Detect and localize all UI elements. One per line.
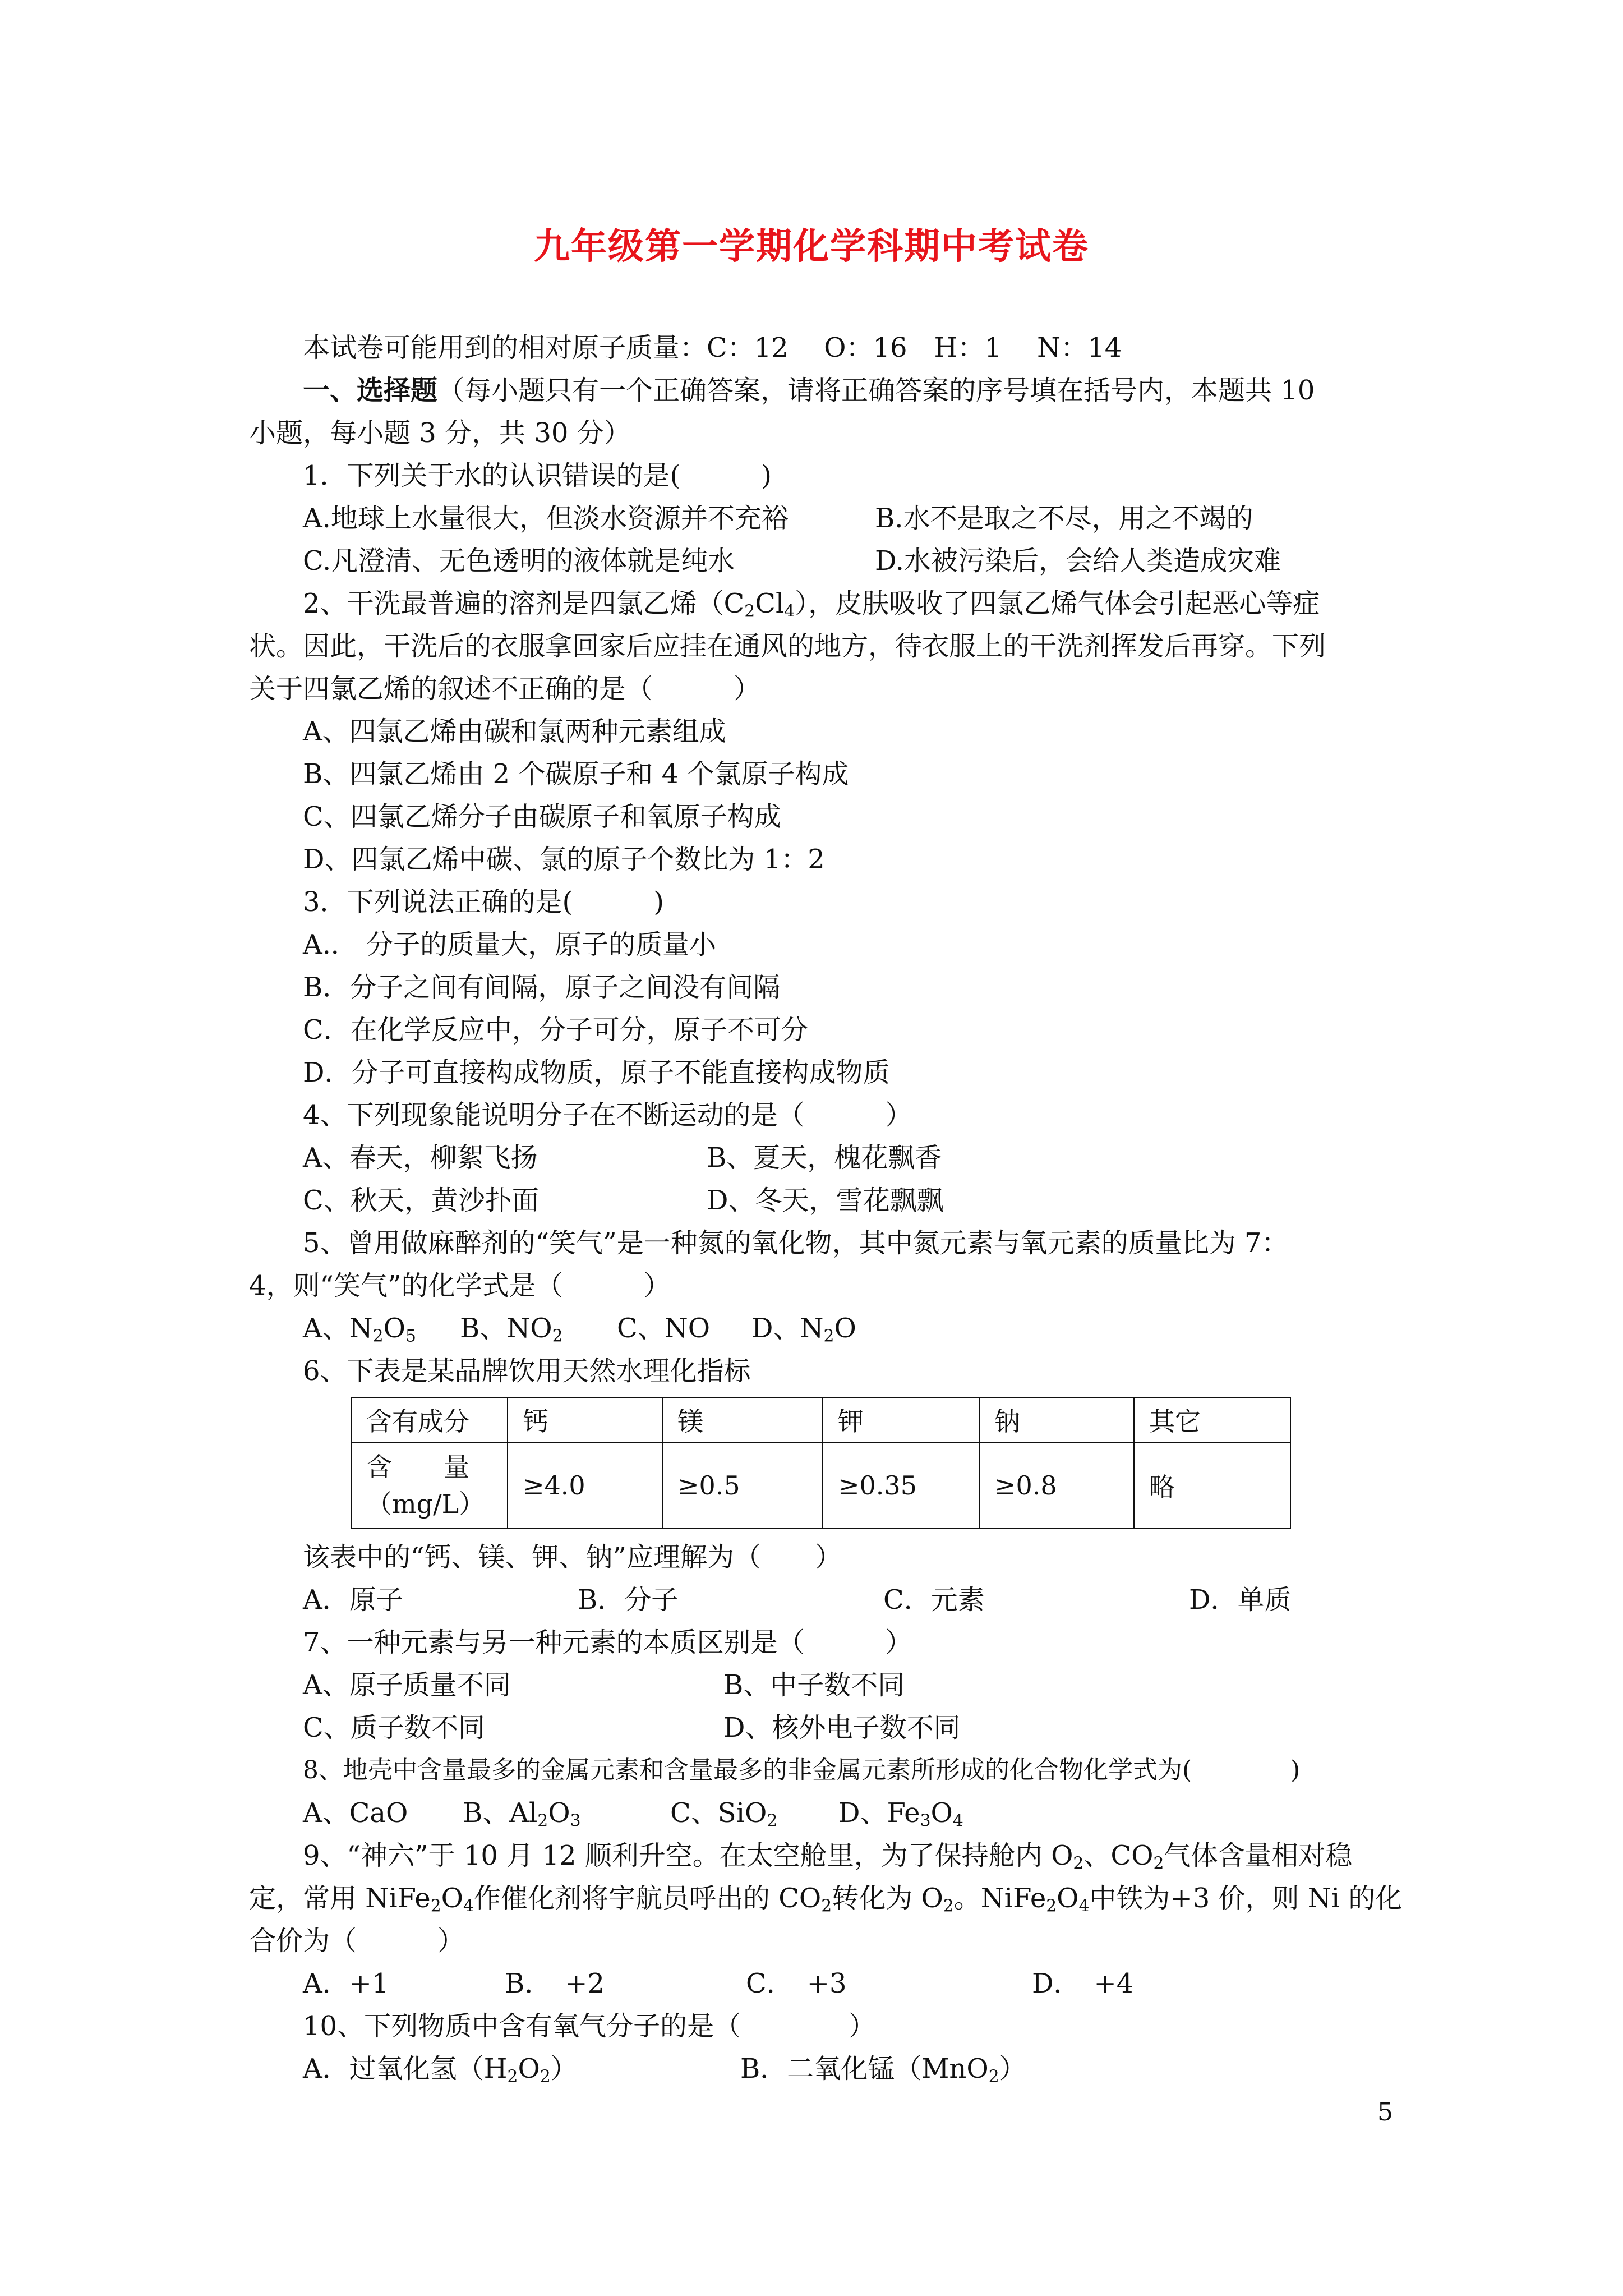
q9-stem-line2: 定，常用 $NiFe_2O_4$作催化剂将宇航员呼出的 $CO_2$转化为 $O_2$。$NiFe_2O_4$中铁为+3 价，则 Ni 的化 bbox=[249, 1883, 1403, 1916]
q5-option-b: B、$NO_2$ bbox=[460, 1313, 563, 1346]
q7-option-c: C、质子数不同 bbox=[303, 1712, 485, 1743]
q2-option-a: A、四氯乙烯由碳和氯两种元素组成 bbox=[303, 716, 726, 747]
q8-option-d: D、$Fe_3O_4$ bbox=[838, 1797, 963, 1831]
q10-option-a: A．过氧化氢$(H_2O_2)$ bbox=[303, 2053, 578, 2087]
q2-stem-line1: 2、干洗最普遍的溶剂是四氯乙烯$(C_2Cl_4)$，皮肤吸收了四氯乙烯气体会引起恶心等症 bbox=[303, 588, 1320, 622]
q1-option-b: B.水不是取之不尽，用之不竭的 bbox=[875, 503, 1253, 534]
q1-row-ab bbox=[303, 501, 1253, 535]
table-header-cell: 其它 bbox=[1134, 1397, 1290, 1442]
q8-options bbox=[303, 1796, 963, 1831]
table-cell: ≥0.5 bbox=[662, 1442, 823, 1529]
q9-stem-line3: 合价为（ ） bbox=[249, 1925, 465, 1957]
q6-option-d: D．单质 bbox=[1189, 1584, 1292, 1616]
q9-option-b: B． +2 bbox=[505, 1968, 605, 1999]
q3-option-d: D．分子可直接构成物质，原子不能直接构成物质 bbox=[303, 1057, 890, 1088]
q6-options bbox=[303, 1583, 1292, 1617]
water-index-table bbox=[351, 1397, 1291, 1529]
exam-title: 九年级第一学期化学科期中考试卷 bbox=[534, 226, 1089, 268]
q8-option-c: C、SiO$_2$ bbox=[670, 1797, 778, 1831]
q6-stem: 6、下表是某品牌饮用天然水理化指标 bbox=[303, 1355, 751, 1387]
table-header-cell: 镁 bbox=[662, 1397, 823, 1442]
q7-row-cd bbox=[303, 1711, 961, 1745]
q10-option-b: B．二氧化锰（MnO$_2$） bbox=[740, 2053, 1026, 2087]
q4-option-d: D、冬天，雪花飘飘 bbox=[707, 1185, 944, 1216]
q6-option-b: B．分子 bbox=[578, 1584, 679, 1616]
q7-option-d: D、核外电子数不同 bbox=[723, 1712, 961, 1743]
q4-stem: 4、下列现象能说明分子在不断运动的是（ ） bbox=[303, 1099, 912, 1131]
q2-stem-line2: 状。因此，干洗后的衣服拿回家后应挂在通风的地方，待衣服上的干洗剂挥发后再穿。下列 bbox=[249, 631, 1326, 662]
q1-option-c: C.凡澄清、无色透明的液体就是纯水 bbox=[303, 545, 735, 577]
section-heading-line bbox=[303, 374, 1315, 407]
table-row-label: 含 量 （mg/L） bbox=[351, 1442, 508, 1529]
q2-option-c: C、四氯乙烯分子由碳原子和氧原子构成 bbox=[303, 801, 781, 832]
q2-option-b: B、四氯乙烯由 2 个碳原子和 4 个氯原子构成 bbox=[303, 758, 849, 790]
q5-option-a: A、$N_2O_5$ bbox=[303, 1313, 416, 1346]
q7-stem: 7、一种元素与另一种元素的本质区别是（ ） bbox=[303, 1627, 912, 1658]
table-row bbox=[351, 1442, 1290, 1529]
q9-option-c: C． +3 bbox=[746, 1968, 847, 1999]
q5-stem-line2: 4，则“笑气”的化学式是（ ） bbox=[249, 1270, 671, 1301]
q5-option-d: D、$N_2O$ bbox=[751, 1313, 856, 1346]
q6-option-c: C．元素 bbox=[883, 1584, 985, 1616]
table-cell: ≥0.8 bbox=[979, 1442, 1134, 1529]
q7-option-b: B、中子数不同 bbox=[723, 1669, 905, 1701]
section-heading: 一、选择题 bbox=[303, 375, 438, 406]
q2-option-d: D、四氯乙烯中碳、氯的原子个数比为 1：2 bbox=[303, 844, 825, 875]
q7-option-a: A、原子质量不同 bbox=[303, 1669, 511, 1701]
q3-option-b: B．分子之间有间隔，原子之间没有间隔 bbox=[303, 972, 781, 1003]
q5-option-c: C、NO bbox=[617, 1313, 711, 1344]
q4-row-ab bbox=[303, 1141, 942, 1175]
q3-option-a: A.． 分子的质量大，原子的质量小 bbox=[303, 929, 717, 960]
q8-stem: 8、地壳中含量最多的金属元素和含量最多的非金属元素所形成的化合物化学式为( ) bbox=[303, 1756, 1301, 1784]
q2-stem-line3: 关于四氯乙烯的叙述不正确的是（ ） bbox=[249, 673, 761, 705]
page-number: 5 bbox=[1377, 2098, 1393, 2127]
section-note: （每小题只有一个正确答案，请将正确答案的序号填在括号内，本题共 10 bbox=[437, 375, 1315, 406]
table-header-cell: 含有成分 bbox=[351, 1397, 508, 1442]
q3-stem: 3．下列说法正确的是( ) bbox=[303, 886, 664, 918]
table-cell: ≥4.0 bbox=[508, 1442, 662, 1529]
table-header-cell: 钙 bbox=[508, 1397, 662, 1442]
q10-options bbox=[303, 2052, 1026, 2087]
table-cell: ≥0.35 bbox=[823, 1442, 979, 1529]
q8-option-a: A、CaO bbox=[303, 1797, 408, 1829]
q9-stem-line1: 9、“神六”于 10 月 12 顺利升空。在太空舱里，为了保持舱内 $O_2$、$CO_2$气体含量相对稳 bbox=[303, 1840, 1353, 1874]
q1-row-cd bbox=[303, 544, 1281, 578]
q6-follow: 该表中的“钙、镁、钾、钠”应理解为（ ） bbox=[303, 1542, 842, 1573]
q4-option-b: B、夏天，槐花飘香 bbox=[707, 1142, 942, 1174]
q8-option-b: B、$Al_2O_3$ bbox=[463, 1797, 581, 1831]
table-header-cell: 钾 bbox=[823, 1397, 979, 1442]
q4-option-c: C、秋天，黄沙扑面 bbox=[303, 1185, 539, 1216]
q6-option-a: A．原子 bbox=[303, 1584, 403, 1616]
table-header-cell: 钠 bbox=[979, 1397, 1134, 1442]
q9-option-d: D． +4 bbox=[1032, 1968, 1134, 1999]
section-note-cont: 小题，每小题 3 分，共 30 分） bbox=[249, 417, 631, 449]
q10-stem: 10、下列物质中含有氧气分子的是（ ） bbox=[303, 2010, 876, 2042]
q1-option-d: D.水被污染后，会给人类造成灾难 bbox=[875, 545, 1281, 577]
q3-option-c: C．在化学反应中，分子可分，原子不可分 bbox=[303, 1014, 808, 1046]
q9-option-a: A．+1 bbox=[303, 1968, 389, 1999]
q9-options bbox=[303, 1967, 1134, 2000]
q1-stem: 1．下列关于水的认识错误的是( ) bbox=[303, 460, 772, 491]
q1-option-a: A.地球上水量很大，但淡水资源并不充裕 bbox=[303, 503, 789, 534]
q5-stem-line1: 5、曾用做麻醉剂的“笑气”是一种氮的氧化物，其中氮元素与氧元素的质量比为 7： bbox=[303, 1227, 1289, 1259]
q5-options bbox=[303, 1312, 856, 1346]
table-header-row bbox=[351, 1397, 1290, 1442]
table-cell: 略 bbox=[1134, 1442, 1290, 1529]
q7-row-ab bbox=[303, 1668, 905, 1702]
q4-option-a: A、春天，柳絮飞扬 bbox=[303, 1142, 538, 1174]
q4-row-cd bbox=[303, 1184, 944, 1217]
intro-atomic-masses: 本试卷可能用到的相对原子质量：C：12 O：16 H：1 N：14 bbox=[303, 332, 1122, 364]
